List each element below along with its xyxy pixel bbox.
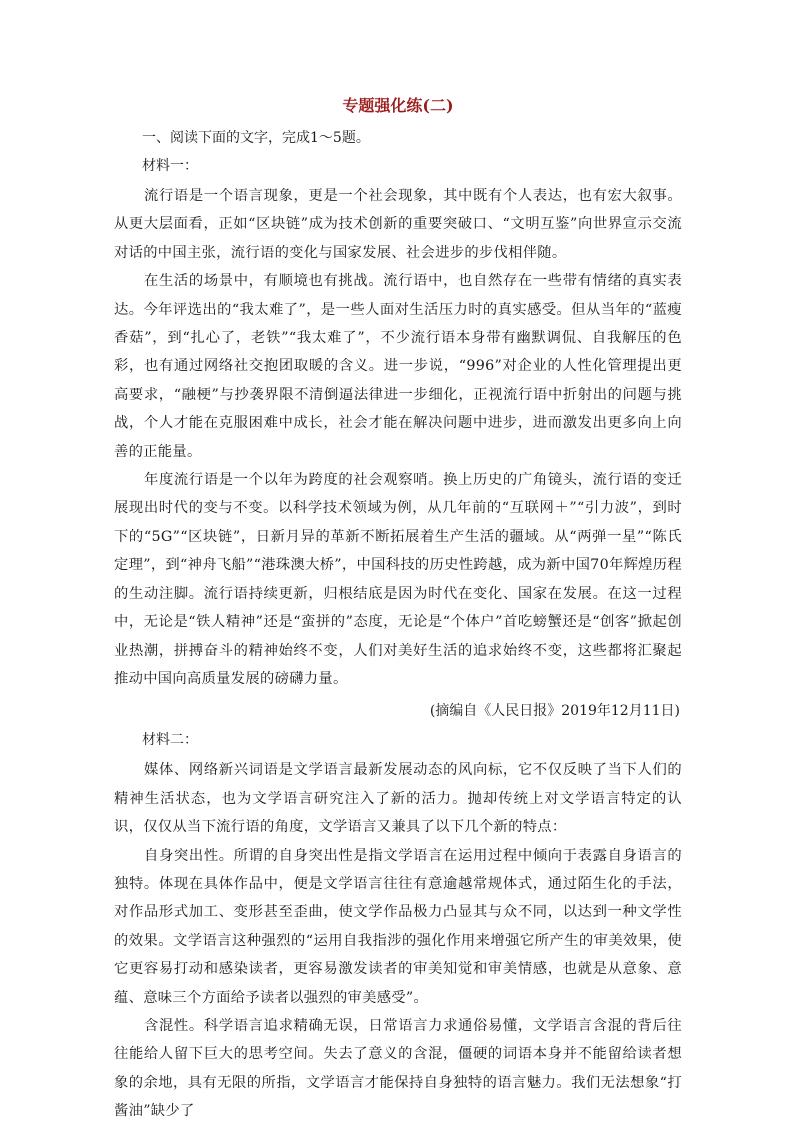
paragraph-3: 年度流行语是一个以年为跨度的社会观察哨。换上历史的广角镜头，流行语的变迁展现出时代的变与不变。以科学技术领域为例，从几年前的“互联网＋”“引力波”，到时下的“5G”“区块链”，日新月异的革新不断拓展着生产生活的疆域。从“两弹一星”“陈氏定理”，到“神舟飞船”“港珠澳大桥”，中国科技的历史性跨越，成为新中国70年辉煌历程的生动注脚。流行语持续更新，归根结底是因为时代在变化、国家在发展。在这一过程中，无论是“铁人精神”还是“蛮拼的”态度，无论是“个体户”首吃螃蟹还是“创客”掀起创业热潮，拼搏奋斗的精神始终不变，人们对美好生活的追求始终不变，这些都将汇聚起推动中国向高质量发展的磅礴力量。 bbox=[114, 472, 682, 687]
paragraph-5: 自身突出性。所谓的自身突出性是指文学语言在运用过程中倾向于表露自身语言的独特。体现在具体作品中，便是文学语言往往有意逾越常规体式，通过陌生化的手法，对作品形式加工、变形甚至歪曲，使文学作品极力凸显其与众不同，以达到一种文学性的效果。文学语言这种强烈的“运用自我指涉的强化作用来增强它所产生的审美效果，使它更容易打动和感染读者，更容易激发读者的审美知觉和审美情感，也就是从意象、意蕴、意味三个方面给予读者以强烈的审美感受”。 bbox=[114, 847, 682, 1006]
paragraph-2: 在生活的场景中，有顺境也有挑战。流行语中，也自然存在一些带有情绪的真实表达。今年评选出的“我太难了”，是一些人面对生活压力时的真实感受。但从当年的“蓝瘦香菇”，到“扎心了，老铁”“我太难了”，不少流行语本身带有幽默调侃、自我解压的色彩，也有通过网络社交抱团取暖的含义。进一步说，“996”对企业的人性化管理提出更高要求，“融梗”与抄袭界限不清倒逼法律进一步细化，正视流行语中折射出的问题与挑战，个人才能在克服困难中成长，社会才能在解决问题中进步，进而激发出更多向上向善的正能量。 bbox=[114, 273, 682, 460]
paragraph-6: 含混性。科学语言追求精确无误，日常语言力求通俗易懂，文学语言含混的背后往往能给人留下巨大的思考空间。失去了意义的含混，僵硬的词语本身并不能留给读者想象的余地，具有无限的所指，文学语言才能保持自身独特的语言魅力。我们无法想象“打酱油”缺少了 bbox=[114, 1017, 682, 1120]
page-title: 专题强化练(二) bbox=[342, 96, 454, 115]
paragraph-1: 流行语是一个语言现象，更是一个社会现象，其中既有个人表达，也有宏大叙事。从更大层面看，正如“区块链”成为技术创新的重要突破口、“文明互鉴”向世界宣示交流对话的中国主张，流行语的变化与国家发展、社会进步的步伐相伴随。 bbox=[114, 188, 682, 261]
material-one-label: 材料一： bbox=[142, 158, 198, 174]
question-instruction: 一、阅读下面的文字，完成1～5题。 bbox=[142, 130, 370, 146]
paragraph-4: 媒体、网络新兴词语是文学语言最新发展动态的风向标，它不仅反映了当下人们的精神生活状态，也为文学语言研究注入了新的活力。抛却传统上对文学语言特定的认识，仅仅从当下流行语的角度，文学语言又兼具了以下几个新的特点： bbox=[114, 762, 682, 836]
source-citation: (摘编自《人民日报》2019年12月11日) bbox=[429, 703, 680, 720]
material-two-label: 材料二： bbox=[142, 732, 198, 749]
